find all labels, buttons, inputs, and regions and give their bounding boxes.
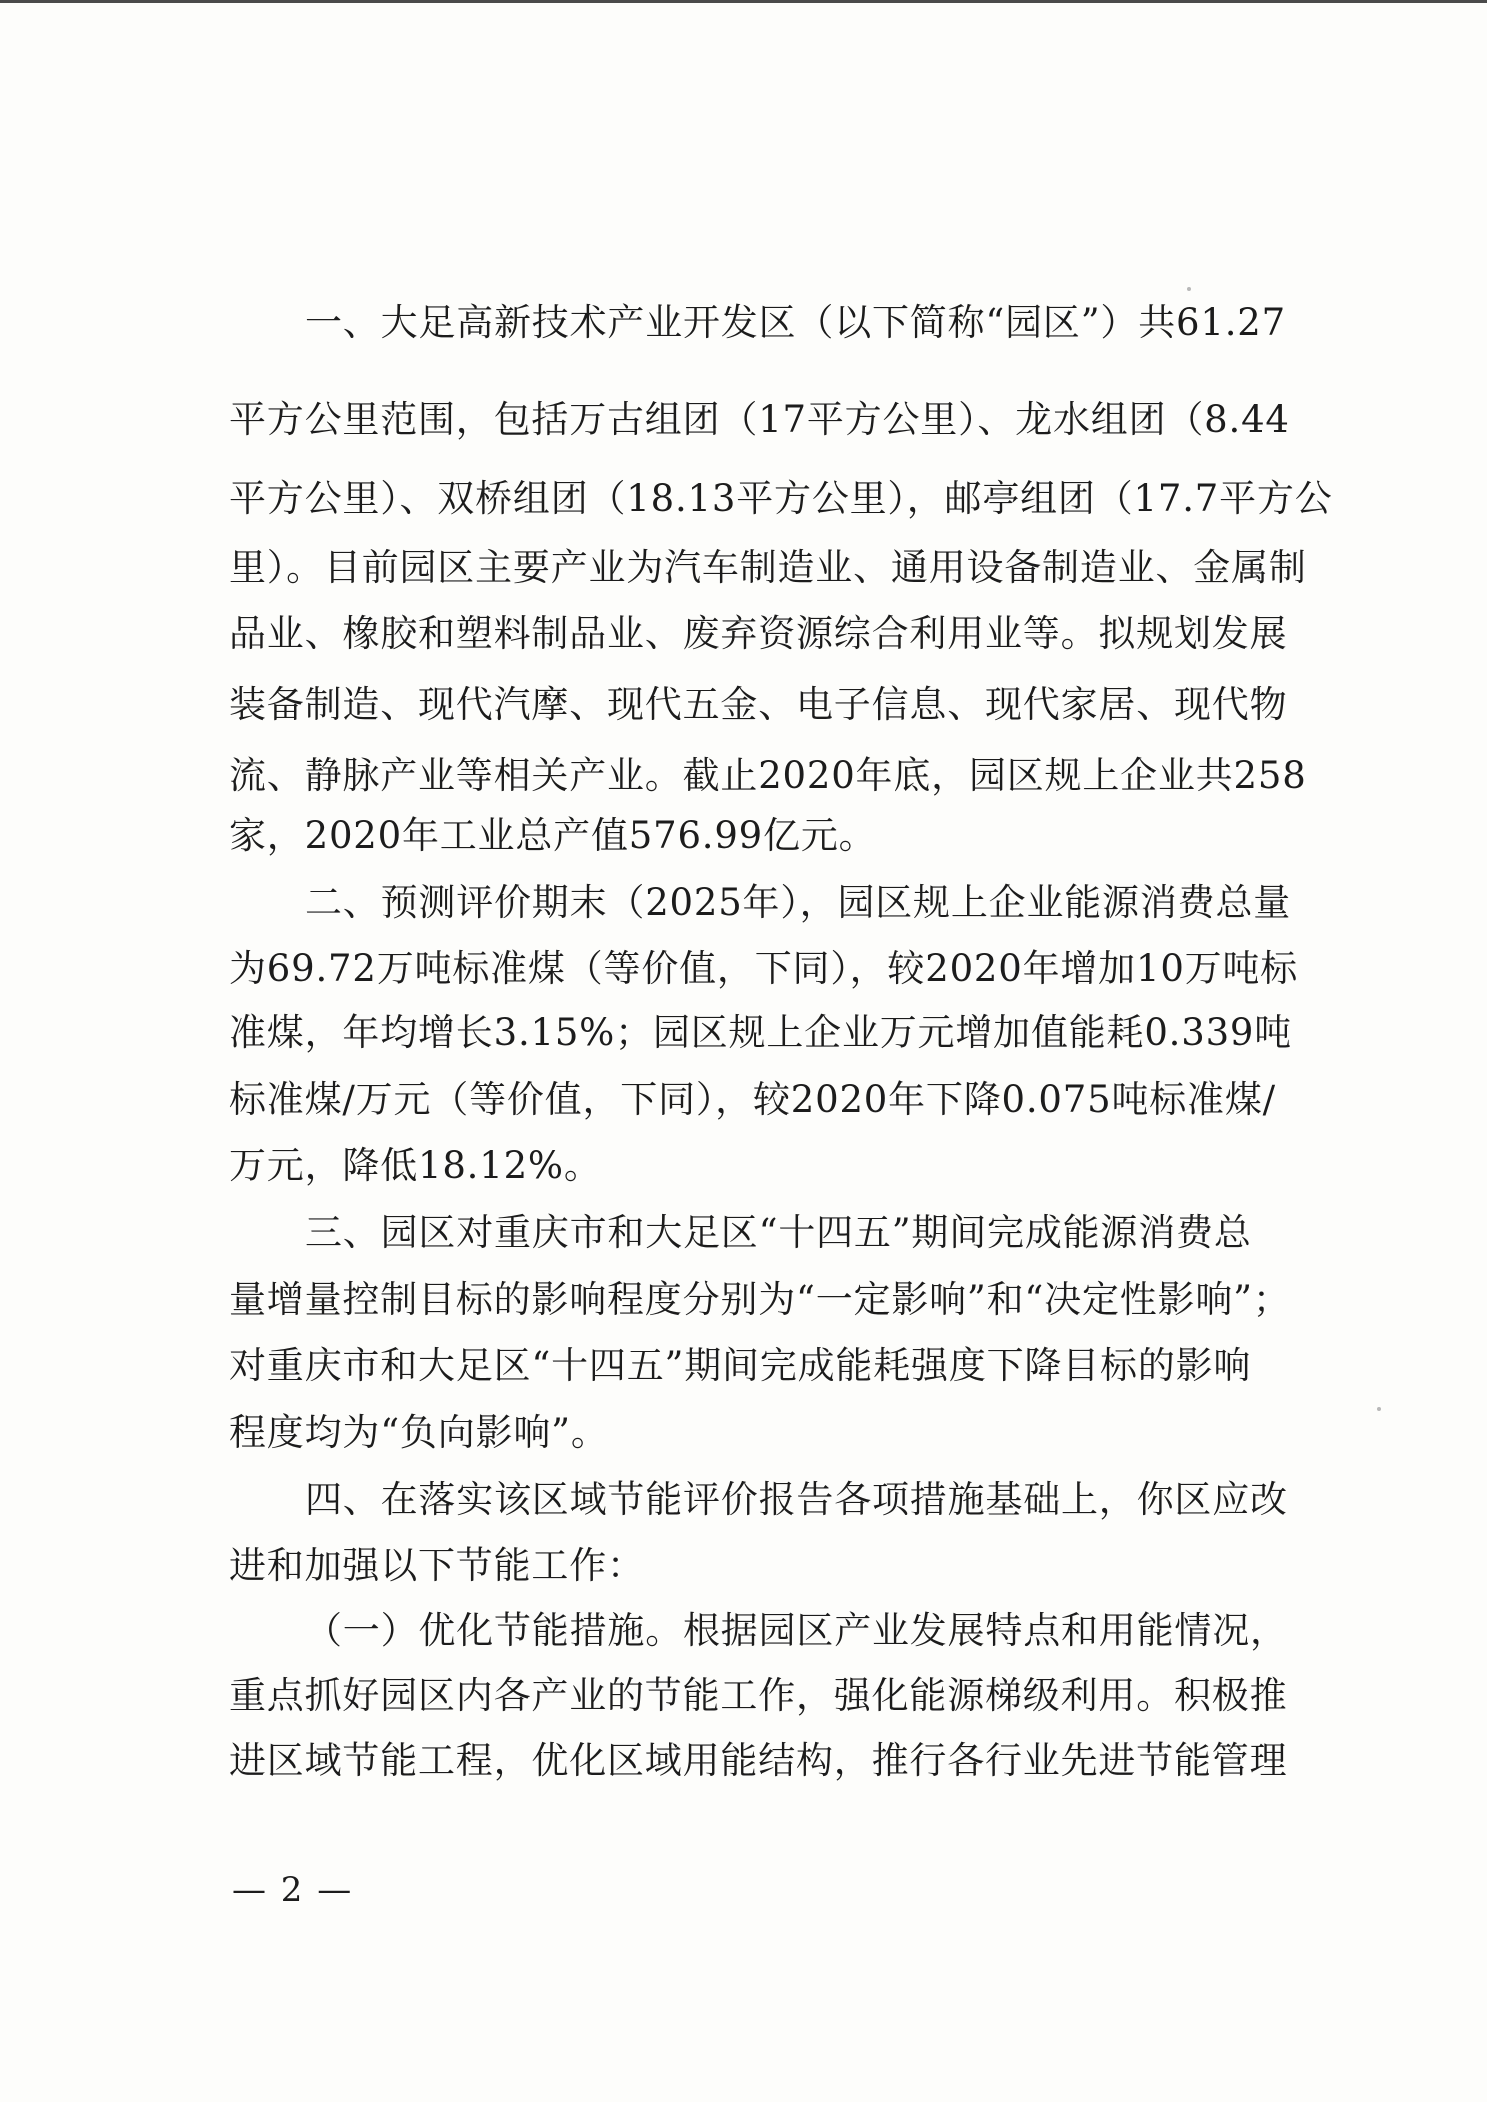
para-3-line-2: 量增量控制目标的影响程度分别为“一定影响”和“决定性影响”； [229,1278,1291,1321]
para-4-line-1: 四、在落实该区域节能评价报告各项措施基础上，你区应改 [305,1478,1288,1521]
para-2-line-5: 万元，降低18.12%。 [229,1144,602,1187]
para-4-line-2: 进和加强以下节能工作： [229,1544,645,1587]
para-1-line-6: 装备制造、现代汽摩、现代五金、电子信息、现代家居、现代物 [229,683,1288,726]
para-5-line-2: 重点抓好园区内各产业的节能工作，强化能源梯级利用。积极推 [229,1674,1288,1717]
para-3-line-4: 程度均为“负向影响”。 [229,1411,609,1454]
para-3-line-3: 对重庆市和大足区“十四五”期间完成能耗强度下降目标的影响 [229,1344,1252,1387]
para-1-line-4: 里）。目前园区主要产业为汽车制造业、通用设备制造业、金属制 [229,546,1307,589]
para-5-line-3: 进区域节能工程，优化区域用能结构，推行各行业先进节能管理 [229,1739,1288,1782]
para-1-line-3: 平方公里）、双桥组团（18.13平方公里），邮亭组团（17.7平方公 [229,477,1333,520]
para-1-line-8: 家，2020年工业总产值576.99亿元。 [229,814,877,857]
para-1-line-2: 平方公里范围，包括万古组团（17平方公里）、龙水组团（8.44 [229,398,1290,441]
para-2-line-4: 标准煤/万元（等价值，下同），较2020年下降0.075吨标准煤/ [229,1078,1276,1121]
para-1-line-1: 一、大足高新技术产业开发区（以下简称“园区”）共61.27 [305,301,1286,344]
scan-speck [1187,287,1191,291]
para-3-line-1: 三、园区对重庆市和大足区“十四五”期间完成能源消费总 [305,1211,1252,1254]
para-1-line-7: 流、静脉产业等相关产业。截止2020年底，园区规上企业共258 [229,754,1307,797]
para-2-line-2: 为69.72万吨标准煤（等价值，下同），较2020年增加10万吨标 [229,947,1299,990]
scan-speck [1377,1407,1381,1411]
para-1-line-5: 品业、橡胶和塑料制品业、废弃资源综合利用业等。拟规划发展 [229,612,1288,655]
para-2-line-1: 二、预测评价期末（2025年），园区规上企业能源消费总量 [305,881,1292,924]
page-number: — 2 — [232,1870,354,1910]
para-5-line-1: （一）优化节能措施。根据园区产业发展特点和用能情况， [305,1609,1288,1652]
para-2-line-3: 准煤，年均增长3.15%；园区规上企业万元增加值能耗0.339吨 [229,1011,1293,1054]
scan-top-border [0,0,1487,3]
